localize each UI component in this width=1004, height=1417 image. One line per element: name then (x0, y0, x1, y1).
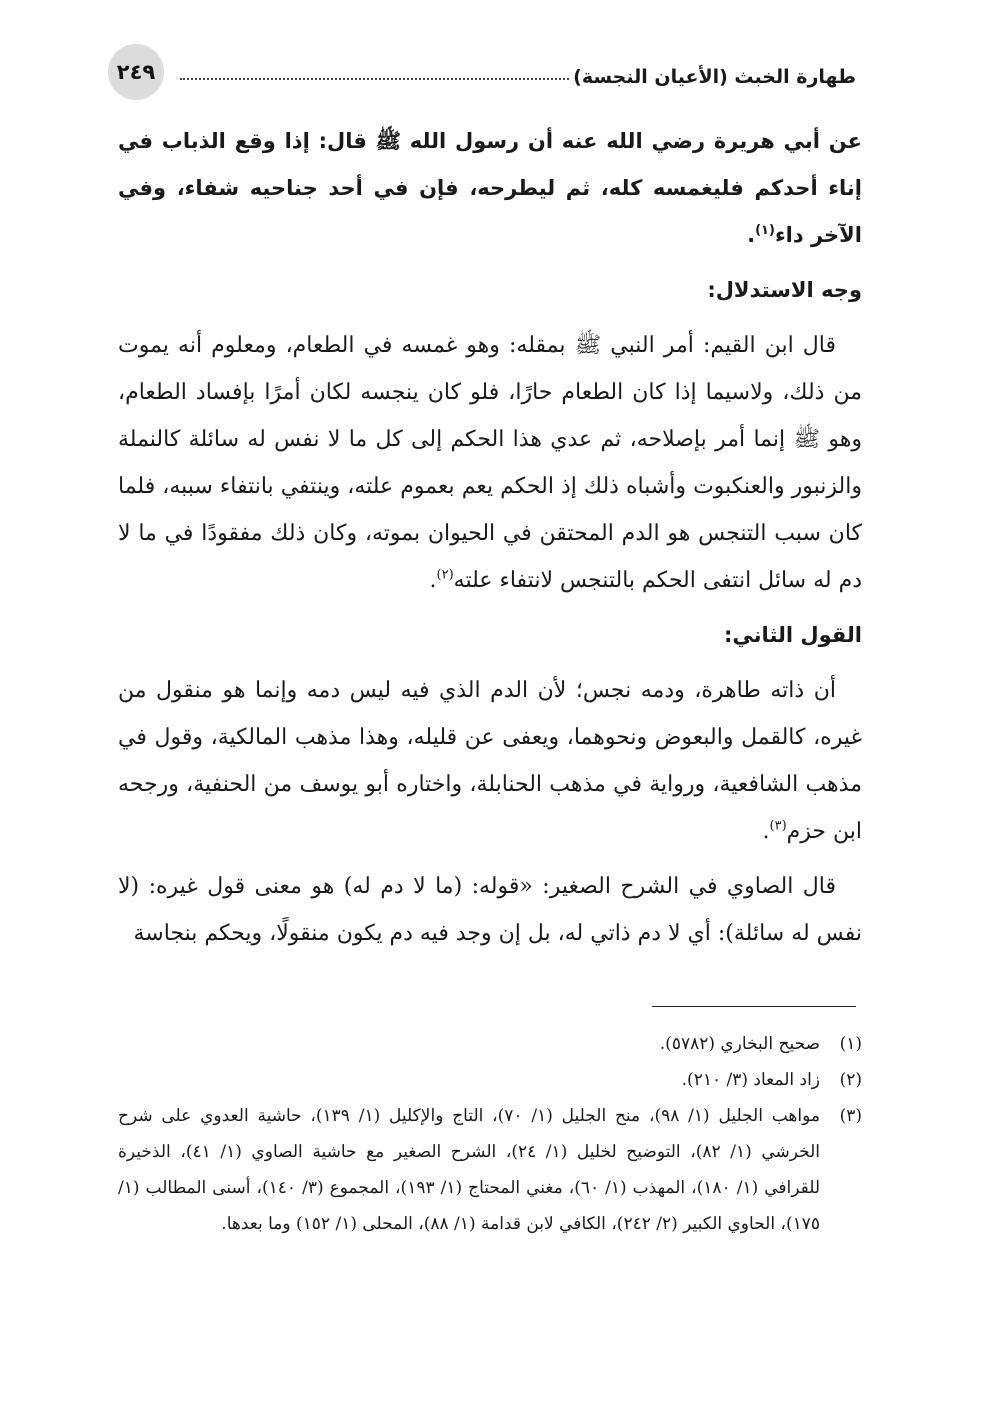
main-text (118, 118, 862, 965)
footnote-item (118, 1026, 862, 1062)
footnote-item (118, 1062, 862, 1098)
dotted-leader (180, 78, 569, 80)
page-number: ٢٤٩ (108, 44, 164, 100)
footnote-ref-2[interactable]: (٢) (436, 567, 454, 583)
footnote-divider (652, 1006, 856, 1007)
footnote-ref-1[interactable]: (١) (755, 223, 775, 238)
hadith-end: . (747, 223, 756, 247)
footnote-item (118, 1098, 862, 1242)
sawi-paragraph: قال الصاوي في الشرح الصغير: «قوله: (ما لا دم له) هو معنى قول غيره: (لا نفس له سائلة): أي لا دم ذاتي له، بل إن وجد فيه دم يكون منقولًا، ويحكم بنجاسة (118, 874, 862, 946)
footnote-text: مواهب الجليل (١/ ٩٨)، منح الجليل (١/ ٧٠)، التاج والإكليل (١/ ١٣٩)، حاشية العدوي على شرح الخرشي (١/ ٨٢)، التوضيح لخليل (١/ ٢٤)، الشرح الصغير مع حاشية الصاوي (١/ ٤١)، الذخيرة للقرافي (١/ ١٨٠)، المهذب (١/ ٦٠)، مغني المحتاج (١/ ١٩٣)، المجموع (٣/ ١٤٠)، أسنى المطالب (١/ ١٧٥)، الحاوي الكبير (٢/ ٢٤٢)، الكافي لابن قدامة (١/ ٨٨)، المحلى (١/ ١٥٢) وما بعدها. (118, 1106, 821, 1234)
footnote-text: صحيح البخاري (٥٧٨٢). (659, 1034, 820, 1054)
heading-second-opinion: القول الثاني: (724, 623, 862, 647)
heading-evidence: وجه الاستدلال: (707, 278, 862, 302)
hadith-text: عن أبي هريرة رضي الله عنه أن رسول الله ﷺ قال: إذا وقع الذباب في إناء أحدكم فليغمسه كله، ثم ليطرحه، فإن في أحد جناحيه شفاء، وفي الآخر داء (118, 129, 862, 247)
footnotes (118, 1026, 862, 1242)
running-title (180, 54, 856, 88)
footnote-ref-3[interactable]: (٣) (769, 818, 787, 834)
hadith-paragraph (118, 118, 862, 259)
second-opinion-text: أن ذاته طاهرة، ودمه نجس؛ لأن الدم الذي فيه ليس دمه وإنما هو منقول من غيره، كالقمل والبعوض ونحوهما، ويعفى عن قليله، وهذا مذهب المالكية، وقول في مذهب الشافعية، ورواية في مذهب الحنابلة، واختاره أبو يوسف من الحنفية، ورجحه ابن حزم (118, 678, 862, 844)
second-opinion-paragraph (118, 667, 862, 855)
ibn-qayyim-paragraph (118, 322, 862, 604)
footnote-number: (١) (839, 1034, 862, 1054)
second-opinion-end: . (762, 819, 770, 844)
ibn-qayyim-end: . (429, 568, 437, 593)
footnote-text: زاد المعاد (٣/ ٢١٠). (681, 1070, 820, 1090)
footnote-number: (٣) (839, 1106, 862, 1126)
ibn-qayyim-text: قال ابن القيم: أمر النبي ﷺ بمقله: وهو غمسه في الطعام، ومعلوم أنه يموت من ذلك، ولاسيما إذا كان الطعام حارًا، فلو كان ينجسه لكان أمرًا بإفساد الطعام، وهو ﷺ إنما أمر بإصلاحه، ثم عدي هذا الحكم إلى كل ما لا نفس له سائلة كالنملة والزنبور والعنكبوت وأشباه ذلك إذ الحكم يعم بعموم علته، وينتفي بانتفاء سببه، فلما كان سبب التنجس هو الدم المحتقن في الحيوان بموته، وكان ذلك مفقودًا في ما لا دم له سائل انتفى الحكم بالتنجس لانتفاء علته (118, 333, 862, 593)
page-header (108, 44, 856, 100)
footnote-number: (٢) (839, 1070, 862, 1090)
running-title-text: طهارة الخبث (الأعيان النجسة) (573, 66, 856, 88)
